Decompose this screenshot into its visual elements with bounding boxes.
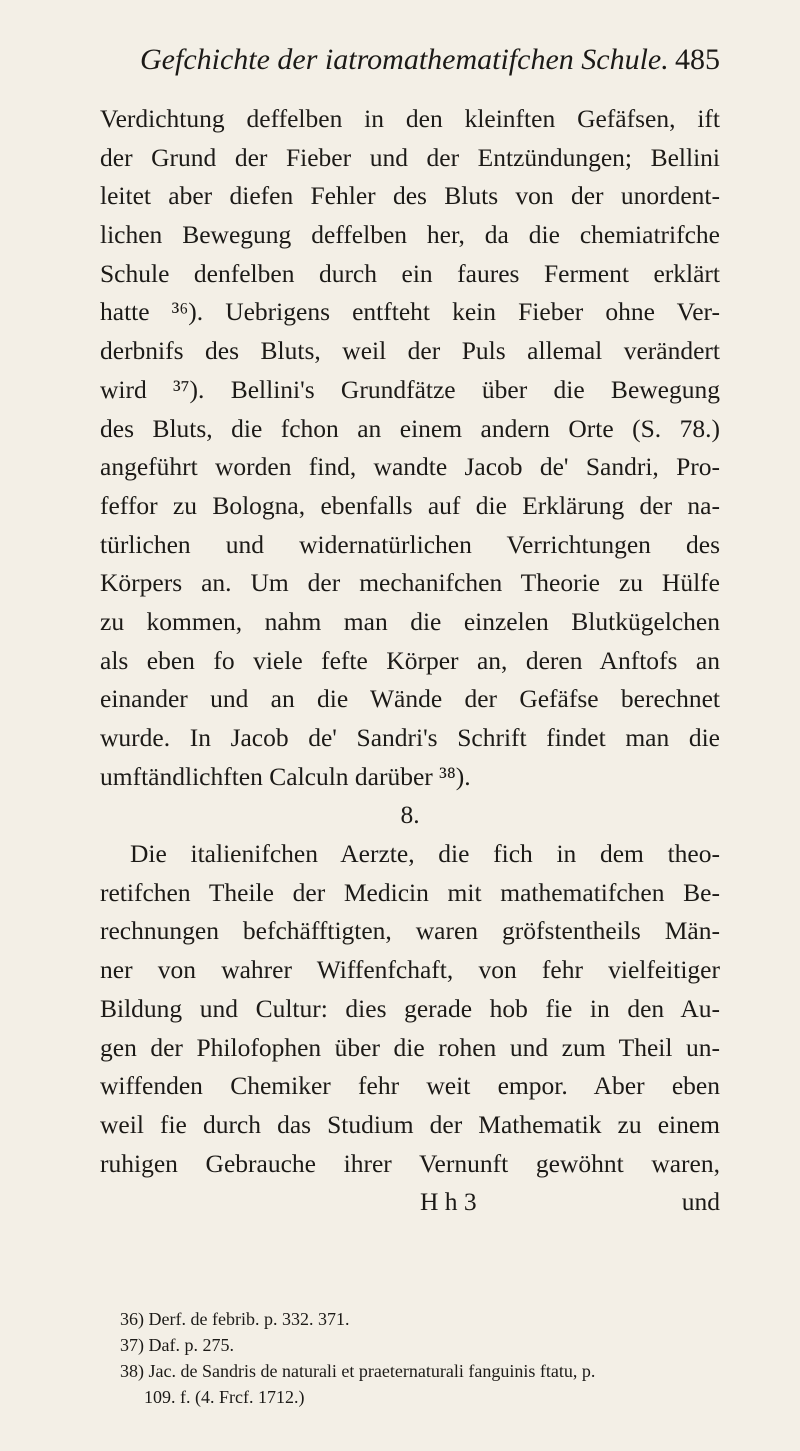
main-text <box>100 100 720 1222</box>
text-line: weil fie durch das Studium der Mathematik zu einem <box>100 1109 720 1139</box>
page-number: 485 <box>675 43 720 76</box>
text-line: leitet aber diefen Fehler des Bluts von der unordent- <box>100 181 720 211</box>
page-footer-line <box>100 1183 720 1222</box>
text-line: einander und an die Wände der Gefäfse berechnet <box>100 684 720 714</box>
footnote: 38) Jac. de Sandris de naturali et praeternaturali fanguinis ftatu, p. <box>120 1361 596 1381</box>
text-line: des Bluts, die fchon an einem andern Orte (S. 78.) <box>100 413 720 443</box>
text-line: Bildung und Cultur: dies gerade hob fie in den Au- <box>100 993 720 1023</box>
text-line: feffor zu Bologna, ebenfalls auf die Erklärung der na- <box>100 490 720 520</box>
text-line: lichen Bewegung deffelben her, da die chemiatrifche <box>100 220 720 250</box>
text-line: zu kommen, nahm man die einzelen Blutkügelchen <box>100 606 720 636</box>
text-line: umftändlichften Calculn darüber ³⁸). <box>100 761 471 791</box>
footnote: 36) Derf. de febrib. p. 332. 371. <box>120 1309 350 1329</box>
text-line: der Grund der Fieber und der Entzündungen; Bellini <box>100 142 720 172</box>
text-line: wird ³⁷). Bellini's Grundfätze über die Bewegung <box>100 374 720 404</box>
catchword: und <box>681 1187 720 1217</box>
section-number: 8. <box>400 800 420 830</box>
text-line: wiffenden Chemiker fehr weit empor. Aber eben <box>100 1071 720 1101</box>
running-header <box>140 40 720 80</box>
text-line: wurde. In Jacob de' Sandri's Schrift findet man die <box>100 723 720 752</box>
text-line: Schule denfelben durch ein faures Ferment erklärt <box>100 258 720 288</box>
text-line: angeführt worden find, wandte Jacob de' Sandri, Pro- <box>100 452 720 482</box>
text-line: ruhigen Gebrauche ihrer Vernunft gewöhnt waren, <box>100 1148 720 1178</box>
footnote: 109. f. (4. Frcf. 1712.) <box>144 1387 305 1407</box>
signature-mark: H h 3 <box>420 1187 477 1217</box>
text-line: Verdichtung deffelben in den kleinften Gefäfsen, ift <box>100 104 720 133</box>
running-title: Gefchichte der iatromathematifchen Schule. <box>140 43 669 76</box>
text-line: Körpers an. Um der mechanifchen Theorie zu Hülfe <box>100 568 720 598</box>
text-line: ner von wahrer Wiffenfchaft, von fehr vielfeitiger <box>100 955 720 985</box>
text-line: retifchen Theile der Medicin mit mathematifchen Be- <box>100 877 720 907</box>
text-line: türlichen und widernatürlichen Verrichtungen des <box>100 529 720 559</box>
text-line: hatte ³⁶). Uebrigens entfteht kein Fieber ohne Ver- <box>100 297 720 327</box>
footnotes <box>120 1306 720 1410</box>
text-line: rechnungen befchäfftigten, waren gröfstentheils Män- <box>100 916 720 946</box>
footnote: 37) Daf. p. 275. <box>120 1335 234 1355</box>
text-line: Die italienifchen Aerzte, die fich in dem theo- <box>130 839 720 869</box>
text-line: als eben fo viele fefte Körper an, deren Anftofs an <box>100 645 720 675</box>
text-line: gen der Philofophen über die rohen und zum Theil un- <box>100 1032 720 1062</box>
text-line: derbnifs des Bluts, weil der Puls allemal verändert <box>100 336 720 366</box>
